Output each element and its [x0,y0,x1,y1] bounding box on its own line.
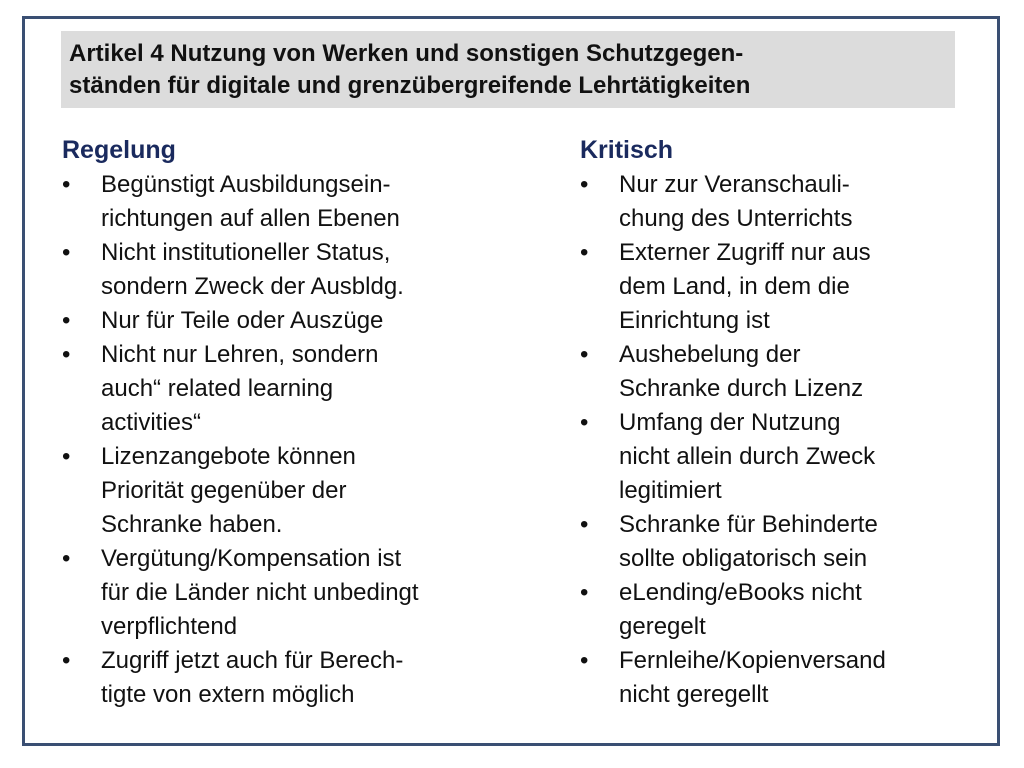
left-list-item [62,440,492,542]
regelung-heading: Regelung [62,136,176,164]
bullet-icon: • [62,239,71,266]
list-item-text: Nur zur Veranschauli- [619,171,850,198]
list-item-text: Lizenzangebote können [101,443,356,470]
left-list-item [62,542,492,644]
list-item-text: richtungen auf allen Ebenen [101,205,400,232]
list-item-text: Nicht nur Lehren, sondern [101,341,379,368]
kritisch-column [580,134,980,712]
list-item-text: Fernleihe/Kopienversand [619,647,886,674]
list-item-text: tigte von extern möglich [101,681,355,708]
bullet-icon: • [580,647,589,674]
bullet-icon: • [62,545,71,572]
list-item-text: eLending/eBooks nicht [619,579,862,606]
kritisch-heading: Kritisch [580,136,674,164]
list-item-text: Aushebelung der [619,341,801,368]
right-list-item [580,236,980,338]
title-box [61,31,955,108]
regelung-column [62,134,492,712]
list-item-text: Zugriff jetzt auch für Berech- [101,647,404,674]
bullet-icon: • [62,171,71,198]
list-item-text: Nicht institutioneller Status, [101,239,391,266]
list-item-text: Schranke haben. [101,511,283,538]
title-line-1: Artikel 4 Nutzung von Werken und sonstigen Schutzgegen- [69,40,744,67]
list-item-text: Externer Zugriff nur aus [619,239,871,266]
bullet-icon: • [62,341,71,368]
list-item-text: Schranke für Behinderte [619,511,878,538]
left-list-item [62,644,492,712]
list-item-text: Nur für Teile oder Auszüge [101,307,384,334]
list-item-text: Umfang der Nutzung [619,409,841,436]
left-list-item [62,168,492,236]
bullet-icon: • [62,443,71,470]
bullet-icon: • [580,579,589,606]
left-list-item [62,338,492,440]
list-item-text: Schranke durch Lizenz [619,375,864,402]
bullet-icon: • [580,171,589,198]
bullet-icon: • [580,511,589,538]
bullet-icon: • [62,307,71,334]
list-item-text: chung des Unterrichts [619,205,853,232]
list-item-text: verpflichtend [101,613,238,640]
right-list-item [580,644,980,712]
list-item-text: legitimiert [619,477,722,504]
list-item-text: Vergütung/Kompensation ist [101,545,402,572]
left-list-item [62,304,492,338]
list-item-text: nicht allein durch Zweck [619,443,876,470]
list-item-text: sondern Zweck der Ausbldg. [101,273,404,300]
list-item-text: auch“ related learning [101,375,334,402]
list-item-text: geregelt [619,613,706,640]
list-item-text: dem Land, in dem die [619,273,850,300]
list-item-text: activities“ [101,409,202,436]
bullet-icon: • [580,341,589,368]
list-item-text: Begünstigt Ausbildungsein- [101,171,391,198]
bullet-icon: • [580,239,589,266]
regelung-list [62,168,492,712]
right-list-item [580,508,980,576]
left-list-item [62,236,492,304]
right-list-item [580,168,980,236]
right-list-item [580,338,980,406]
bullet-icon: • [62,647,71,674]
list-item-text: nicht geregellt [619,681,769,708]
right-list-item [580,406,980,508]
right-list-item [580,576,980,644]
list-item-text: Priorität gegenüber der [101,477,347,504]
list-item-text: für die Länder nicht unbedingt [101,579,419,606]
kritisch-list [580,168,980,712]
list-item-text: Einrichtung ist [619,307,770,334]
bullet-icon: • [580,409,589,436]
list-item-text: sollte obligatorisch sein [619,545,868,572]
title-line-2: ständen für digitale und grenzübergreifende Lehrtätigkeiten [69,72,751,99]
